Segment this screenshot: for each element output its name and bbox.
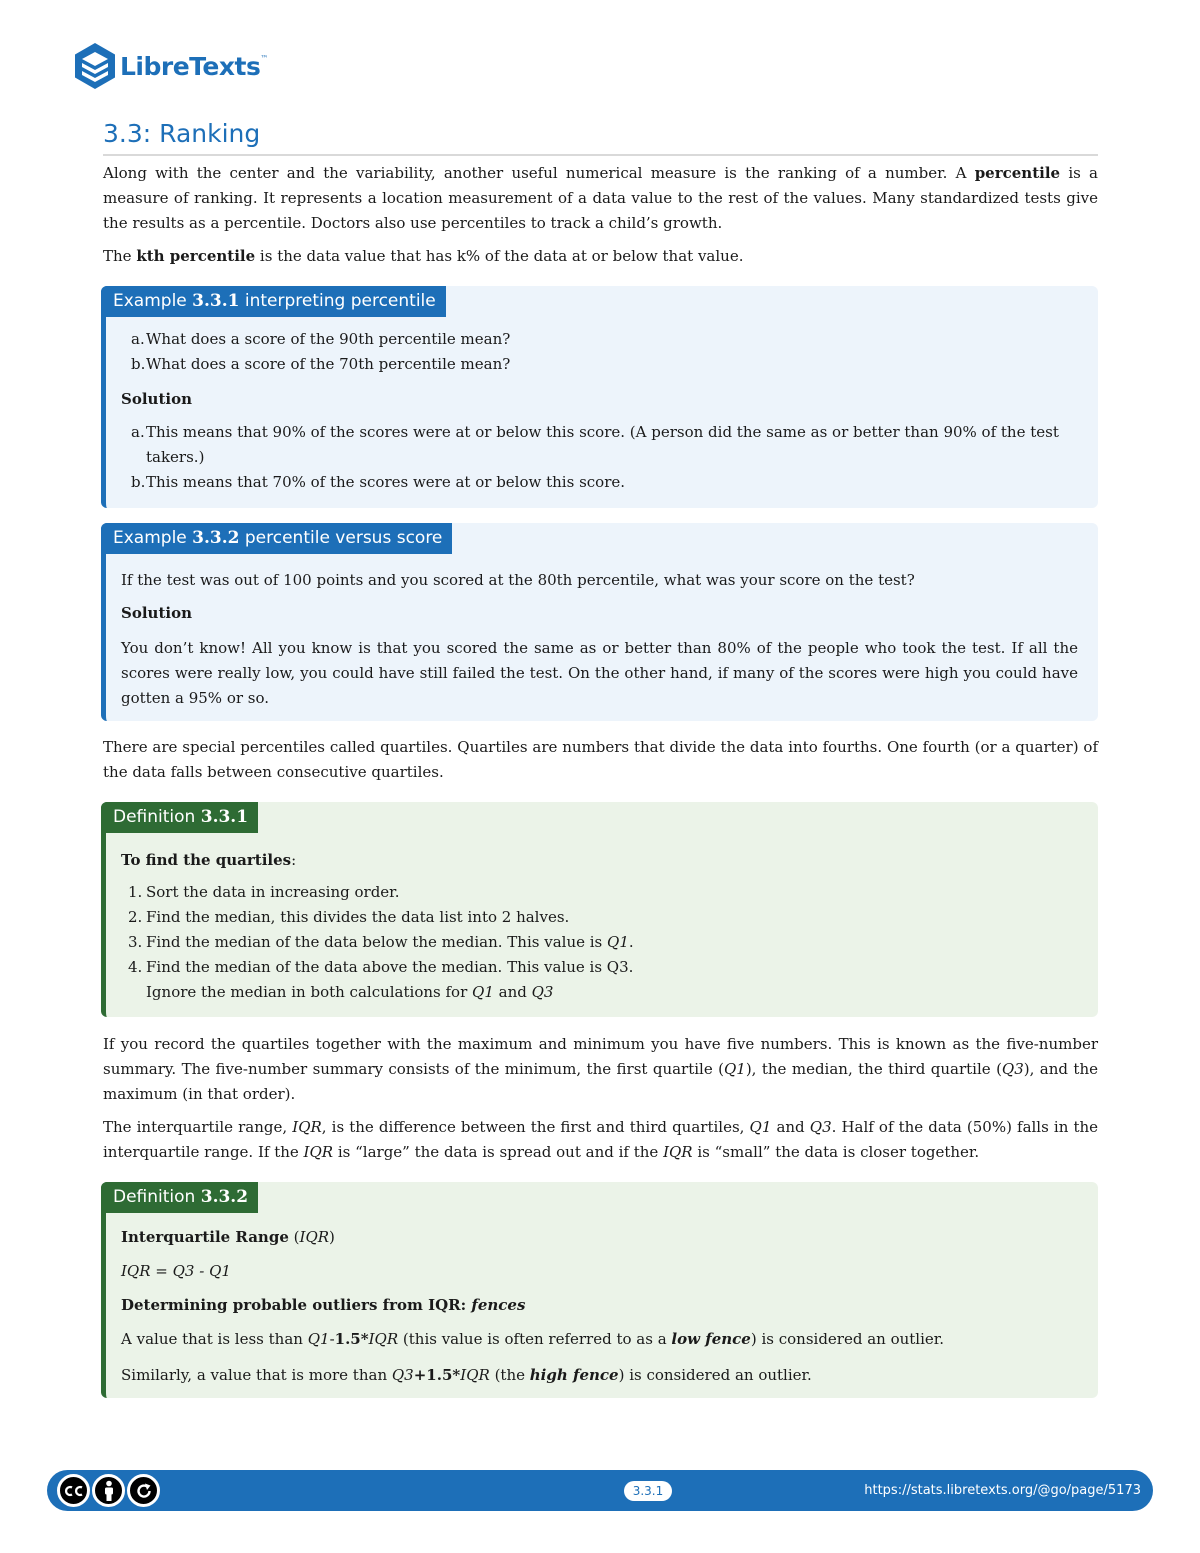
- example-3-3-1: [101, 286, 1098, 508]
- high-fence-text: Similarly, a value that is more than Q3+1.5*IQR (the high fence) is considered an outlier.: [121, 1366, 812, 1384]
- page-title: 3.3: Ranking: [103, 119, 261, 148]
- cc-license-badge[interactable]: [57, 1474, 160, 1507]
- title-divider: [103, 154, 1098, 156]
- low-fence-text: A value that is less than Q1-1.5*IQR (this value is often referred to as a low fence) is considered an outlier.: [121, 1330, 945, 1348]
- intro-paragraph-1: Along with the center and the variability, another useful numerical measure is the ranking of a number. A percentile is a measure of ranking. It represents a location measurement of a data value to the rest of the values. Many standardized tests give the results as a percentile. Doctors also use percentiles to track a child’s growth.: [103, 164, 1098, 232]
- term-percentile: percentile: [974, 164, 1061, 182]
- definition-3-3-2-body: [121, 1225, 1078, 1388]
- definition-3-3-1-label: Definition 3.3.1: [101, 802, 258, 833]
- iqr-paragraph: The interquartile range, IQR, is the difference between the first and third quartiles, Q1 and Q3. Half of the data (50%) falls in the interquartile range. If the IQR is “large” the data is spread out and if the IQR is “small” the data is closer together.: [103, 1118, 1099, 1161]
- definition-3-3-1: [101, 802, 1098, 1017]
- list-item: a. What does a score of the 90th percentile mean?: [131, 330, 511, 348]
- quartile-steps-list: [121, 880, 1078, 1005]
- list-item: 3. Find the median of the data below the median. This value is Q1.: [128, 933, 634, 951]
- share-alike-icon: [127, 1474, 160, 1507]
- iqr-formula: IQR = Q3 - Q1: [121, 1262, 231, 1280]
- definition-3-3-1-body: [121, 848, 1078, 1005]
- question-list: [121, 327, 1078, 377]
- definition-heading: To find the quartiles:: [121, 851, 297, 869]
- trademark: ™: [260, 54, 269, 63]
- example-3-3-2-label: Example 3.3.2 percentile versus score: [101, 523, 452, 554]
- libretexts-logo-icon: [72, 41, 118, 91]
- summary-section: [103, 1032, 1098, 1165]
- answer-list: [121, 420, 1078, 495]
- page-number: 3.3.1: [624, 1481, 672, 1501]
- intro-section: [103, 161, 1098, 269]
- five-number-paragraph: If you record the quartiles together with the maximum and minimum you have five numbers. This is known as the five-number summary. The five-number summary consists of the minimum, the first quartile (Q1), the median, the third quartile (Q3), and the maximum (in that order).: [103, 1035, 1098, 1103]
- example-answer: You don’t know! All you know is that you scored the same as or better than 80% of the people who took the test. If all the scores were really low, you could have still failed the test. On the other hand, if many of the scores were high you could have gotten a 95% or so.: [121, 639, 1078, 707]
- list-item: 2. Find the median, this divides the data list into 2 halves.: [128, 908, 570, 926]
- solution-heading: Solution: [121, 390, 192, 408]
- term-kth-percentile: kth percentile: [136, 247, 256, 265]
- list-item: 1. Sort the data in increasing order.: [128, 883, 400, 901]
- example-3-3-1-label: Example 3.3.1 interpreting percentile: [101, 286, 446, 317]
- quartiles-paragraph: There are special percentiles called quartiles. Quartiles are numbers that divide the data into fourths. One fourth (or a quarter) of the data falls between consecutive quartiles.: [103, 738, 1098, 781]
- libretexts-logo[interactable]: [72, 40, 268, 92]
- brand-name: LibreTexts: [120, 51, 261, 81]
- intro-paragraph-2: The kth percentile is the data value that has k% of the data at or below that value.: [103, 247, 744, 265]
- quartiles-section: [103, 735, 1098, 785]
- example-question: If the test was out of 100 points and you scored at the 80th percentile, what was your score on the test?: [121, 571, 915, 589]
- fences-heading: Determining probable outliers from IQR: fences: [121, 1296, 526, 1314]
- list-item: 4. Find the median of the data above the median. This value is Q3. Ignore the median in both calculations for Q1 and Q3: [128, 958, 634, 1001]
- page-footer: [47, 1470, 1153, 1511]
- solution-heading: Solution: [121, 604, 192, 622]
- definition-3-3-2: [101, 1182, 1098, 1398]
- list-item: b. What does a score of the 70th percentile mean?: [131, 355, 511, 373]
- list-item: b. This means that 70% of the scores were at or below this score.: [131, 473, 626, 491]
- example-3-3-1-body: [121, 327, 1078, 495]
- definition-3-3-2-label: Definition 3.3.2: [101, 1182, 258, 1213]
- by-attribution-icon: [92, 1474, 125, 1507]
- page-url-link[interactable]: https://stats.libretexts.org/@go/page/5173: [864, 1483, 1141, 1498]
- cc-icon: [57, 1474, 90, 1507]
- list-item: a. This means that 90% of the scores were at or below this score. (A person did the same as or better than 90% of the test takers.): [131, 423, 1059, 466]
- example-3-3-2-body: [121, 568, 1078, 711]
- iqr-heading: Interquartile Range (IQR): [121, 1228, 335, 1246]
- step-note: Ignore the median in both calculations for Q1 and Q3: [146, 983, 554, 1001]
- example-3-3-2: [101, 523, 1098, 721]
